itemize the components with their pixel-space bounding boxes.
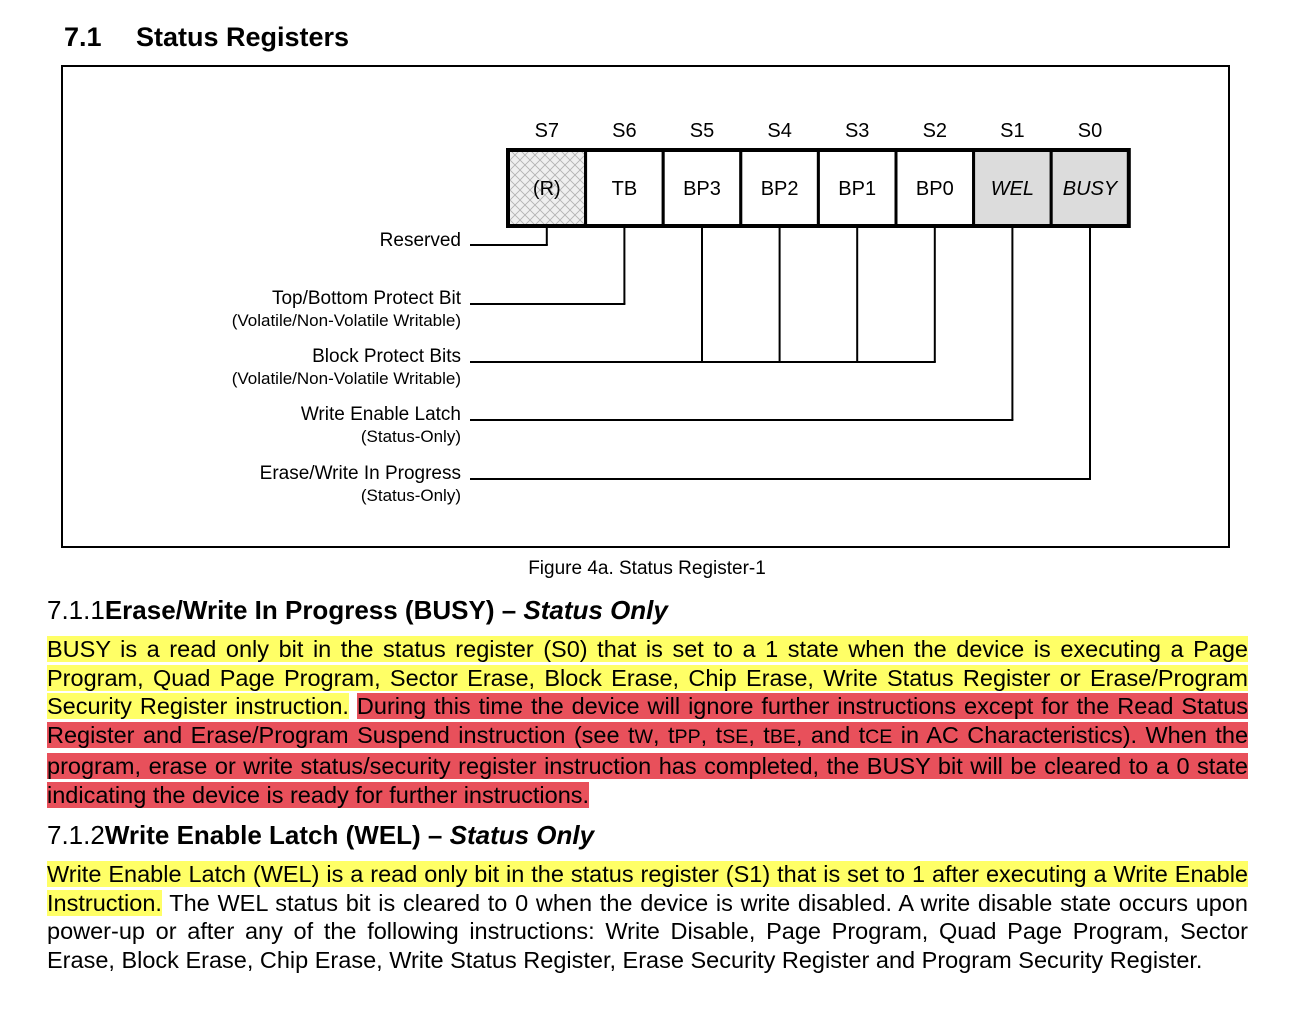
bit-cell-text-s5: BP3 bbox=[683, 178, 721, 200]
highlight-yellow: BUSY is a read only bit in the status register (S0) that is set to a 1 state when the device is executing a Page Program, Quad Page Program, Sector Erase, Block Erase, Chip Erase, Write Status Register or Erase/Program Security Register instruction. bbox=[47, 636, 1248, 720]
bit-cell-text-s6: TB bbox=[611, 178, 638, 200]
bit-label-s2: S2 bbox=[922, 120, 948, 142]
description-line1: Top/Bottom Protect Bit bbox=[271, 288, 461, 309]
subsection-title: Erase/Write In Progress (BUSY) – bbox=[104, 595, 524, 625]
bit-label-s7: S7 bbox=[534, 120, 560, 142]
bit-cell-text-s4: BP2 bbox=[760, 178, 799, 200]
description-line1: Block Protect Bits bbox=[312, 346, 461, 367]
busy-paragraph bbox=[47, 635, 1248, 809]
subsection-number: 7.1.2 bbox=[47, 820, 105, 850]
bit-cell-text-s0: BUSY bbox=[1062, 178, 1118, 200]
description-line1: Erase/Write In Progress bbox=[259, 463, 461, 484]
section-number: 7.1 bbox=[64, 22, 102, 52]
subsection-title: Write Enable Latch (WEL) – bbox=[104, 820, 450, 850]
subsection-heading-wel bbox=[47, 820, 594, 851]
description-line1: Write Enable Latch bbox=[300, 404, 461, 425]
description-line2: (Status-Only) bbox=[360, 486, 461, 505]
subscript-se: SE bbox=[722, 726, 749, 749]
leader-lines bbox=[470, 226, 1091, 479]
red-text-6: in AC Characteristics). When the program, erase or write status/security register instruction has completed, the BUSY bit will be cleared to a 0 state indicating the device is ready for further instructions. bbox=[47, 722, 1249, 808]
description-labels bbox=[232, 230, 462, 505]
section-title: Status Registers bbox=[136, 22, 350, 52]
highlight-yellow: Write Enable Latch (WEL) is a read only bit in the status register (S1) that is set to 1 after executing a Write Enable Instruction. bbox=[47, 861, 1248, 916]
bit-cell-text-s2: BP0 bbox=[915, 178, 954, 200]
red-text-5: , and t bbox=[795, 722, 866, 749]
subscript-be: BE bbox=[769, 726, 796, 749]
description-line1: Reserved bbox=[379, 230, 461, 251]
figure-caption: Figure 4a. Status Register-1 bbox=[528, 558, 766, 579]
bit-cell-text-s7: (R) bbox=[532, 178, 561, 200]
wel-paragraph bbox=[47, 860, 1248, 975]
bit-cell-text-s3: BP1 bbox=[838, 178, 877, 200]
subsection-title-italic: Status Only bbox=[449, 820, 595, 850]
bit-label-s5: S5 bbox=[689, 120, 715, 142]
description-line2: (Volatile/Non-Volatile Writable) bbox=[231, 311, 461, 330]
description-line2: (Volatile/Non-Volatile Writable) bbox=[231, 369, 461, 388]
subscript-pp: PP bbox=[674, 726, 701, 749]
bit-label-s3: S3 bbox=[844, 120, 870, 142]
subsection-heading-busy bbox=[47, 595, 668, 626]
bit-label-s0: S0 bbox=[1077, 120, 1103, 142]
bit-label-s4: S4 bbox=[767, 120, 792, 142]
subscript-ce: CE bbox=[865, 726, 893, 749]
subsection-title-italic: Status Only bbox=[523, 595, 668, 625]
description-line2: (Status-Only) bbox=[360, 427, 461, 446]
subscript-w: W bbox=[634, 726, 654, 749]
bit-labels bbox=[535, 120, 1103, 142]
bit-label-s6: S6 bbox=[612, 120, 637, 142]
red-text-2: , t bbox=[653, 722, 675, 749]
red-text-3: , t bbox=[700, 722, 723, 749]
red-text-1: During this time the device will ignore further instructions except for the Read Status Register and Erase/Program Suspend instruction (see t bbox=[47, 693, 1249, 749]
bit-cell-text-s1: WEL bbox=[990, 178, 1035, 200]
red-text-4: , t bbox=[748, 722, 770, 749]
subsection-number: 7.1.1 bbox=[47, 595, 105, 625]
plain-text: The WEL status bit is cleared to 0 when the device is write disabled. A write disable state occurs upon power-up or after any of the following instructions: Write Disable, Page Program, Quad Page Program, Sector Erase, Block Erase, Chip Erase, Write Status Register, Erase Security Register and Program Security Register. bbox=[47, 889, 1248, 974]
bit-cells bbox=[508, 150, 1129, 226]
bit-label-s1: S1 bbox=[1000, 120, 1025, 142]
